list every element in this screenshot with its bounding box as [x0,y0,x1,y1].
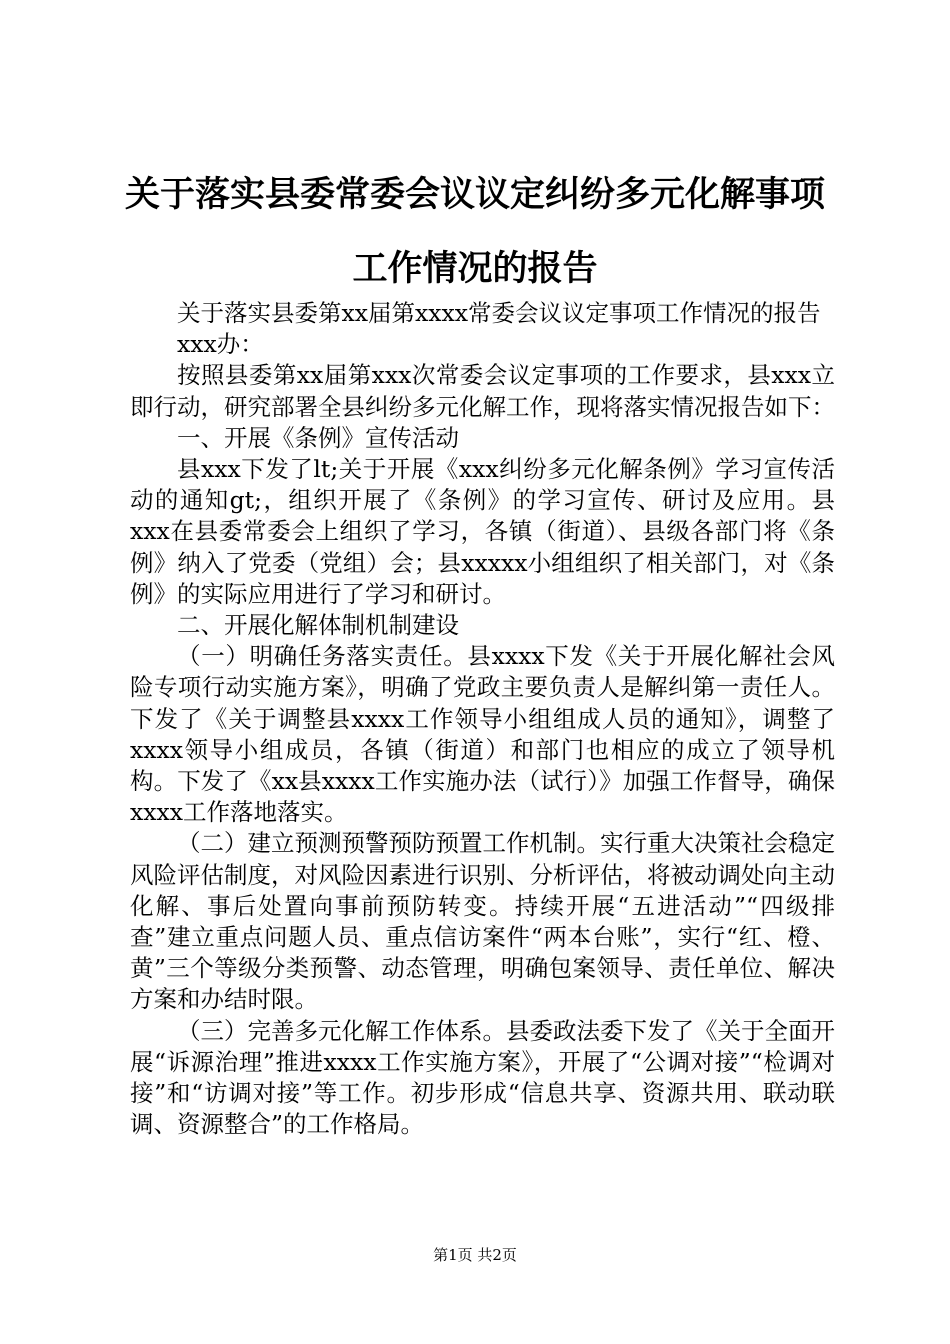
body-paragraph: xxx办： [177,330,264,359]
body-paragraph: 关于落实县委第xx届第xxxx常委会议议定事项工作情况的报告 [177,299,821,327]
page-footer: 第1页 共2页 [433,1246,517,1264]
body-paragraph: （三）完善多元化解工作体系。县委政法委下发了《关于全面开展“诉源治理”推进xxxx工作实施方案》，开展了“公调对接”“检调对接”和“访调对接”等工作。初步形成“信息共享、资源共用、联动联调、资源整合”的工作格局。 [130,1016,835,1139]
section-heading: 一、开展《条例》宣传活动 [177,423,459,452]
body-paragraph: （二）建立预测预警预防预置工作机制。实行重大决策社会稳定风险评估制度，对风险因素进行识别、分析评估，将被动调处向主动化解、事后处置向事前预防转变。持续开展“五进活动”“四级排查”建立重点问题人员、重点信访案件“两本台账”，实行“红、橙、黄”三个等级分类预警、动态管理，明确包案领导、责任单位、解决方案和办结时限。 [130,829,835,1014]
body-paragraph: 县xxx下发了lt;关于开展《xxx纠纷多元化解条例》学习宣传活动的通知gt;，组织开展了《条例》的学习宣传、研讨及应用。县xxx在县委常委会上组织了学习，各镇（街道）、县级各部门将《条例》纳入了党委（党组）会；县xxxxx小组组织了相关部门，对《条例》的实际应用进行了学习和研讨。 [130,455,835,608]
document-title: 关于落实县委常委会议议定纠纷多元化解事项工作情况的报告 [124,175,825,289]
body-paragraph: 按照县委第xx届第xxx次常委会议定事项的工作要求，县xxx立即行动，研究部署全县纠纷多元化解工作，现将落实情况报告如下： [130,361,835,421]
document-body [130,298,835,1140]
section-heading: 二、开展化解体制机制建设 [177,611,459,640]
body-paragraph: （一）明确任务落实责任。县xxxx下发《关于开展化解社会风险专项行动实施方案》，明确了党政主要负责人是解纠第一责任人。下发了《关于调整县xxxx工作领导小组组成人员的通知》，调整了xxxx领导小组成员，各镇（街道）和部门也相应的成立了领导机构。下发了《xx县xxxx工作实施办法（试行）》加强工作督导，确保xxxx工作落地落实。 [130,642,835,827]
